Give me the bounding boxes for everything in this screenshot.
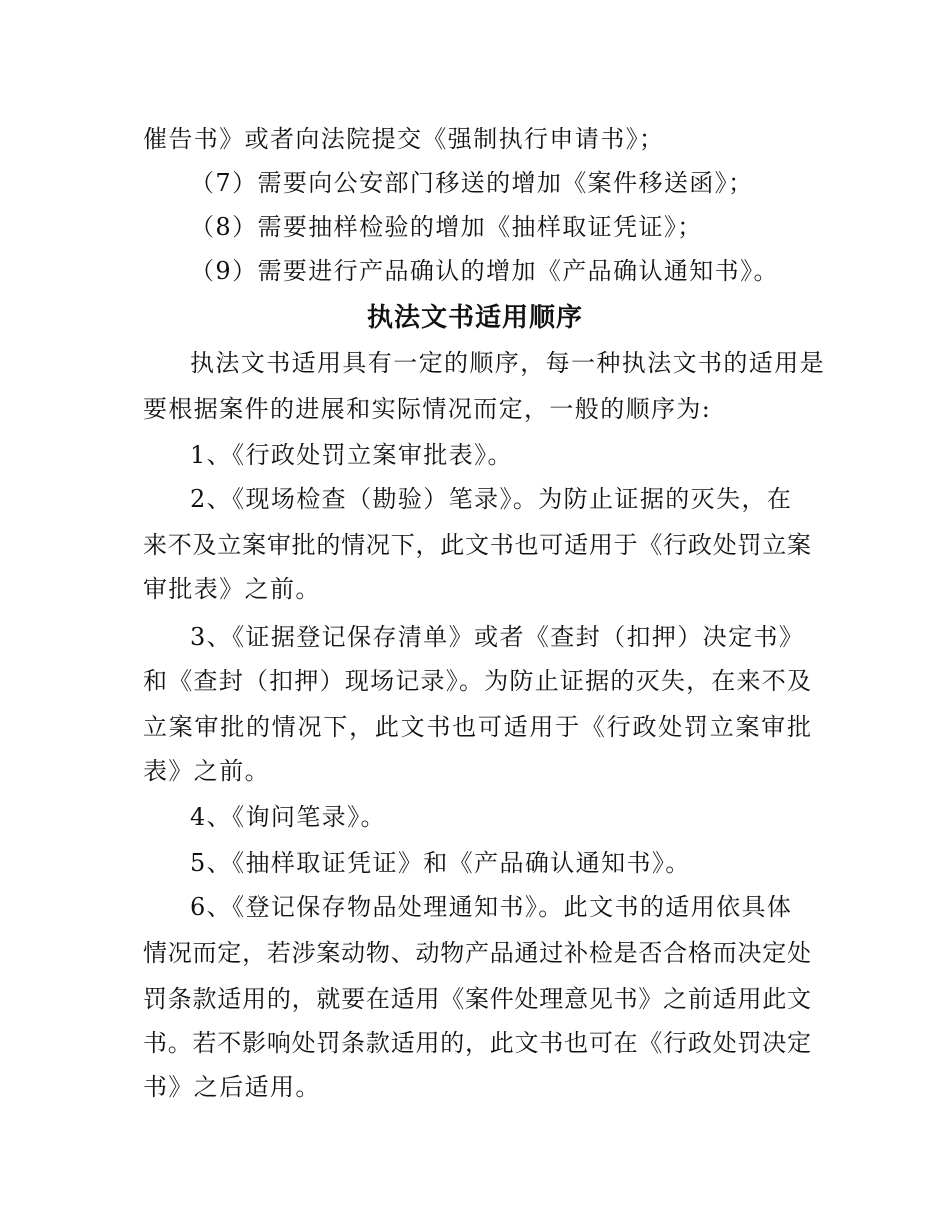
- body-line-2: 要根据案件的进展和实际情况而定，一般的顺序为:: [143, 395, 712, 423]
- intro-line-item-7: （7）需要向公安部门移送的增加《案件移送函》；: [190, 169, 754, 197]
- list-item-3-cont-1: 和《查封（扣押）现场记录》。为防止证据的灭失，在来不及: [143, 667, 811, 695]
- body-line-1: 执法文书适用具有一定的顺序，每一种执法文书的适用是: [190, 349, 825, 377]
- list-item-6: 6、《登记保存物品处理通知书》。此文书的适用依具体: [190, 893, 793, 921]
- intro-line-item-8: （8）需要抽样检验的增加《抽样取证凭证》；: [190, 213, 703, 241]
- list-item-2-cont-1: 来不及立案审批的情况下，此文书也可适用于《行政处罚立案: [143, 531, 811, 559]
- list-item-6-cont-1: 情况而定，若涉案动物、动物产品通过补检是否合格而决定处: [143, 939, 811, 967]
- list-item-6-cont-3: 书。若不影响处罚条款适用的，此文书也可在《行政处罚决定: [143, 1029, 811, 1057]
- list-item-6-cont-4: 书》之后适用。: [143, 1073, 321, 1101]
- list-item-6-cont-2: 罚条款适用的，就要在适用《案件处理意见书》之前适用此文: [143, 985, 811, 1013]
- section-title: 执法文书适用顺序: [366, 303, 583, 333]
- list-item-2-cont-2: 审批表》之前。: [143, 575, 321, 603]
- intro-line-item-9: （9）需要进行产品确认的增加《产品确认通知书》。: [190, 257, 779, 285]
- intro-line-1: 催告书》或者向法院提交《强制执行申请书》；: [143, 125, 665, 153]
- list-item-4: 4、《询问笔录》。: [190, 803, 386, 831]
- list-item-1: 1、《行政处罚立案审批表》。: [190, 441, 513, 469]
- list-item-3: 3、《证据登记保存清单》或者《查封（扣押）决定书》: [190, 623, 805, 651]
- list-item-5: 5、《抽样取证凭证》和《产品确认通知书》。: [190, 849, 691, 877]
- list-item-3-cont-3: 表》之前。: [143, 757, 270, 785]
- list-item-2: 2、《现场检查（勘验）笔录》。为防止证据的灭失，在: [190, 485, 793, 513]
- list-item-3-cont-2: 立案审批的情况下，此文书也可适用于《行政处罚立案审批: [143, 713, 811, 741]
